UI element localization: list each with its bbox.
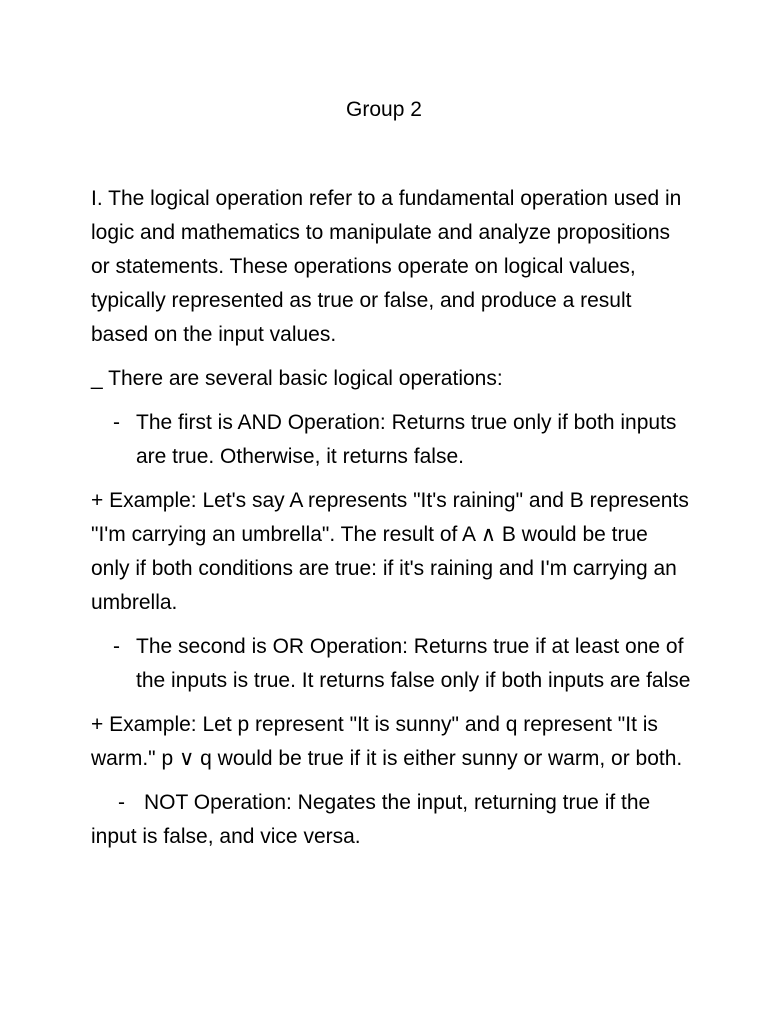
not-operation-text: NOT Operation: Negates the input, returning true if the input is false, and vice versa. [91, 791, 651, 848]
document-title: Group 2 [346, 98, 422, 121]
bullet-dash: - [113, 411, 120, 434]
bullet-dash: - [118, 791, 125, 814]
bullet-dash: - [113, 635, 120, 658]
and-operation-item [91, 406, 691, 474]
document-body [91, 182, 691, 854]
basic-operations-heading: _ There are several basic logical operations: [91, 367, 503, 390]
and-operation-text: The first is AND Operation: Returns true only if both inputs are true. Otherwise, it returns false. [136, 411, 677, 468]
or-operation-text: The second is OR Operation: Returns true if at least one of the inputs is true. It returns false only if both inputs are false [136, 635, 691, 692]
or-operation-item [91, 630, 691, 698]
intro-paragraph: I. The logical operation refer to a fundamental operation used in logic and mathematics to manipulate and analyze propositions or statements. These operations operate on logical values, typically represented as true or false, and produce a result based on the input values. [91, 187, 682, 346]
not-operation-item [91, 786, 691, 854]
or-example-paragraph: + Example: Let p represent "It is sunny" and q represent "It is warm." p ∨ q would be true if it is either sunny or warm, or both. [91, 713, 683, 770]
and-example-paragraph: + Example: Let's say A represents "It's raining" and B represents "I'm carrying an umbrella". The result of A ∧ B would be true only if both conditions are true: if it's raining and I'm carrying an umbrella. [91, 489, 689, 614]
